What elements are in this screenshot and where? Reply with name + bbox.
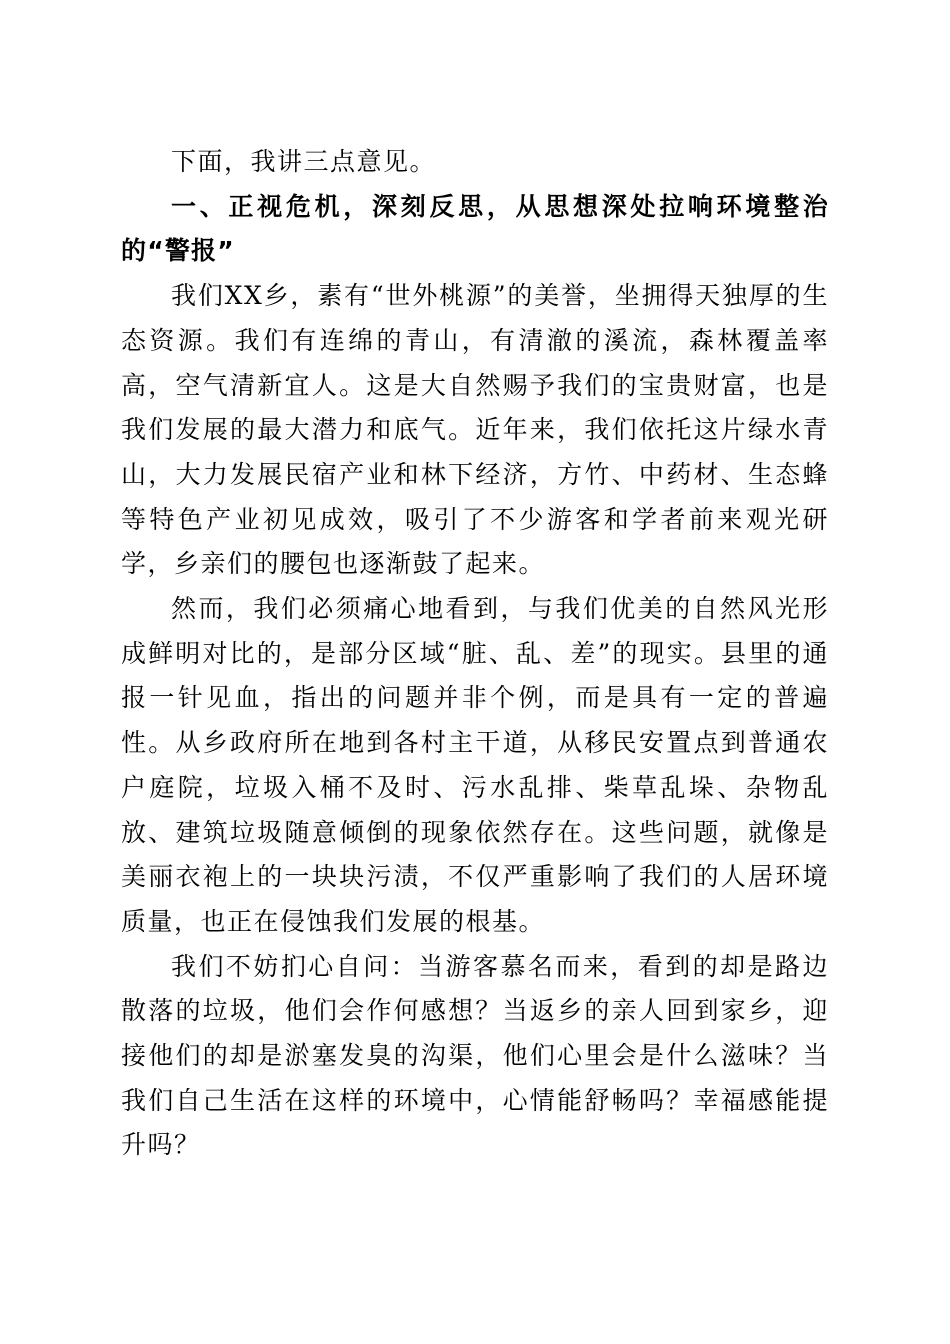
body-paragraph: 然而，我们必须痛心地看到，与我们优美的自然风光形成鲜明对比的，是部分区域“脏、乱、差”的现实。县里的通报一针见血，指出的问题并非个例，而是具有一定的普遍性。从乡政府所在地到各村主干道，从移民安置点到普通农户庭院，垃圾入桶不及时、污水乱排、柴草乱垛、杂物乱放、建筑垃圾随意倾倒的现象依然存在。这些问题，就像是美丽衣袍上的一块块污渍，不仅严重影响了我们的人居环境质量，也正在侵蚀我们发展的根基。 xyxy=(121,594,829,936)
body-paragraph: 我们XX乡，素有“世外桃源”的美誉，坐拥得天独厚的生态资源。我们有连绵的青山，有清澈的溪流，森林覆盖率高，空气清新宜人。这是大自然赐予我们的宝贵财富，也是我们发展的最大潜力和底气。近年来，我们依托这片绿水青山，大力发展民宿产业和林下经济，方竹、中药材、生态蜂等特色产业初见成效，吸引了不少游客和学者前来观光研学，乡亲们的腰包也逐渐鼓了起来。 xyxy=(121,281,829,579)
document-body xyxy=(121,140,829,1168)
intro-paragraph: 下面，我讲三点意见。 xyxy=(171,147,437,176)
body-paragraph: 我们不妨扪心自问：当游客慕名而来，看到的却是路边散落的垃圾，他们会作何感想？当返乡的亲人回到家乡，迎接他们的却是淤塞发臭的沟渠，他们心里会是什么滋味？当我们自己生活在这样的环境中，心情能舒畅吗？幸福感能提升吗？ xyxy=(121,951,829,1160)
section-heading: 一、正视危机，深刻反思，从思想深处拉响环境整治的“警报” xyxy=(121,191,829,266)
